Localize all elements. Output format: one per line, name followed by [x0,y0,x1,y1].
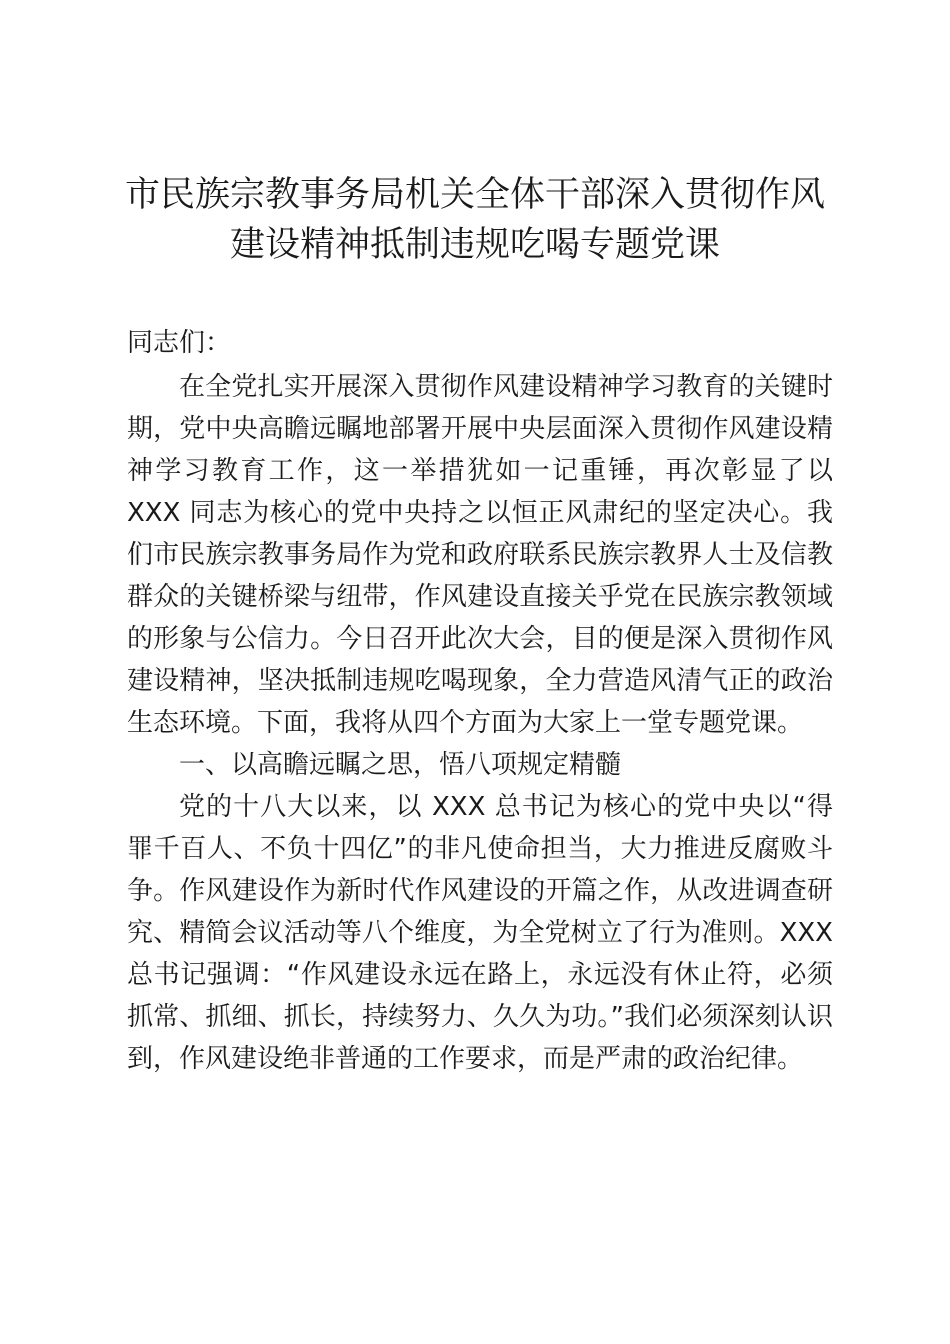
document-title [110,170,840,270]
document-body [127,322,833,1080]
document-title-line-1: 市民族宗教事务局机关全体干部深入贯彻作风 [124,175,825,215]
paragraph-intro: 在全党扎实开展深入贯彻作风建设精神学习教育的关键时期，党中央高瞻远瞩地部署开展中央层面深入贯彻作风建设精神学习教育工作，这一举措犹如一记重锤，再次彰显了以 XXX 同志为核心的党中央持之以恒正风肃纪的坚定决心。我们市民族宗教事务局作为党和政府联系民族宗教界人士及信教群众的关键桥梁与纽带，作风建设直接关乎党在民族宗教领域的形象与公信力。今日召开此次大会，目的便是深入贯彻作风建设精神，坚决抵制违规吃喝现象，全力营造风清气正的政治生态环境。下面，我将从四个方面为大家上一堂专题党课。 [127,372,833,738]
paragraph-section-1: 党的十八大以来，以 XXX 总书记为核心的党中央以“得罪千百人、不负十四亿”的非凡使命担当，大力推进反腐败斗争。作风建设作为新时代作风建设的开篇之作，从改进调查研究、精简会议活动等八个维度，为全党树立了行为准则。XXX 总书记强调：“作风建设永远在路上，永远没有休止符，必须抓常、抓细、抓长，持续努力、久久为功。”我们必须深刻认识到，作风建设绝非普通的工作要求，而是严肃的政治纪律。 [127,792,833,1074]
section-heading-1: 一、以高瞻远瞩之思，悟八项规定精髓 [179,750,622,780]
salutation: 同志们： [127,328,232,358]
document-title-line-2: 建设精神抵制违规吃喝专题党课 [229,225,720,265]
